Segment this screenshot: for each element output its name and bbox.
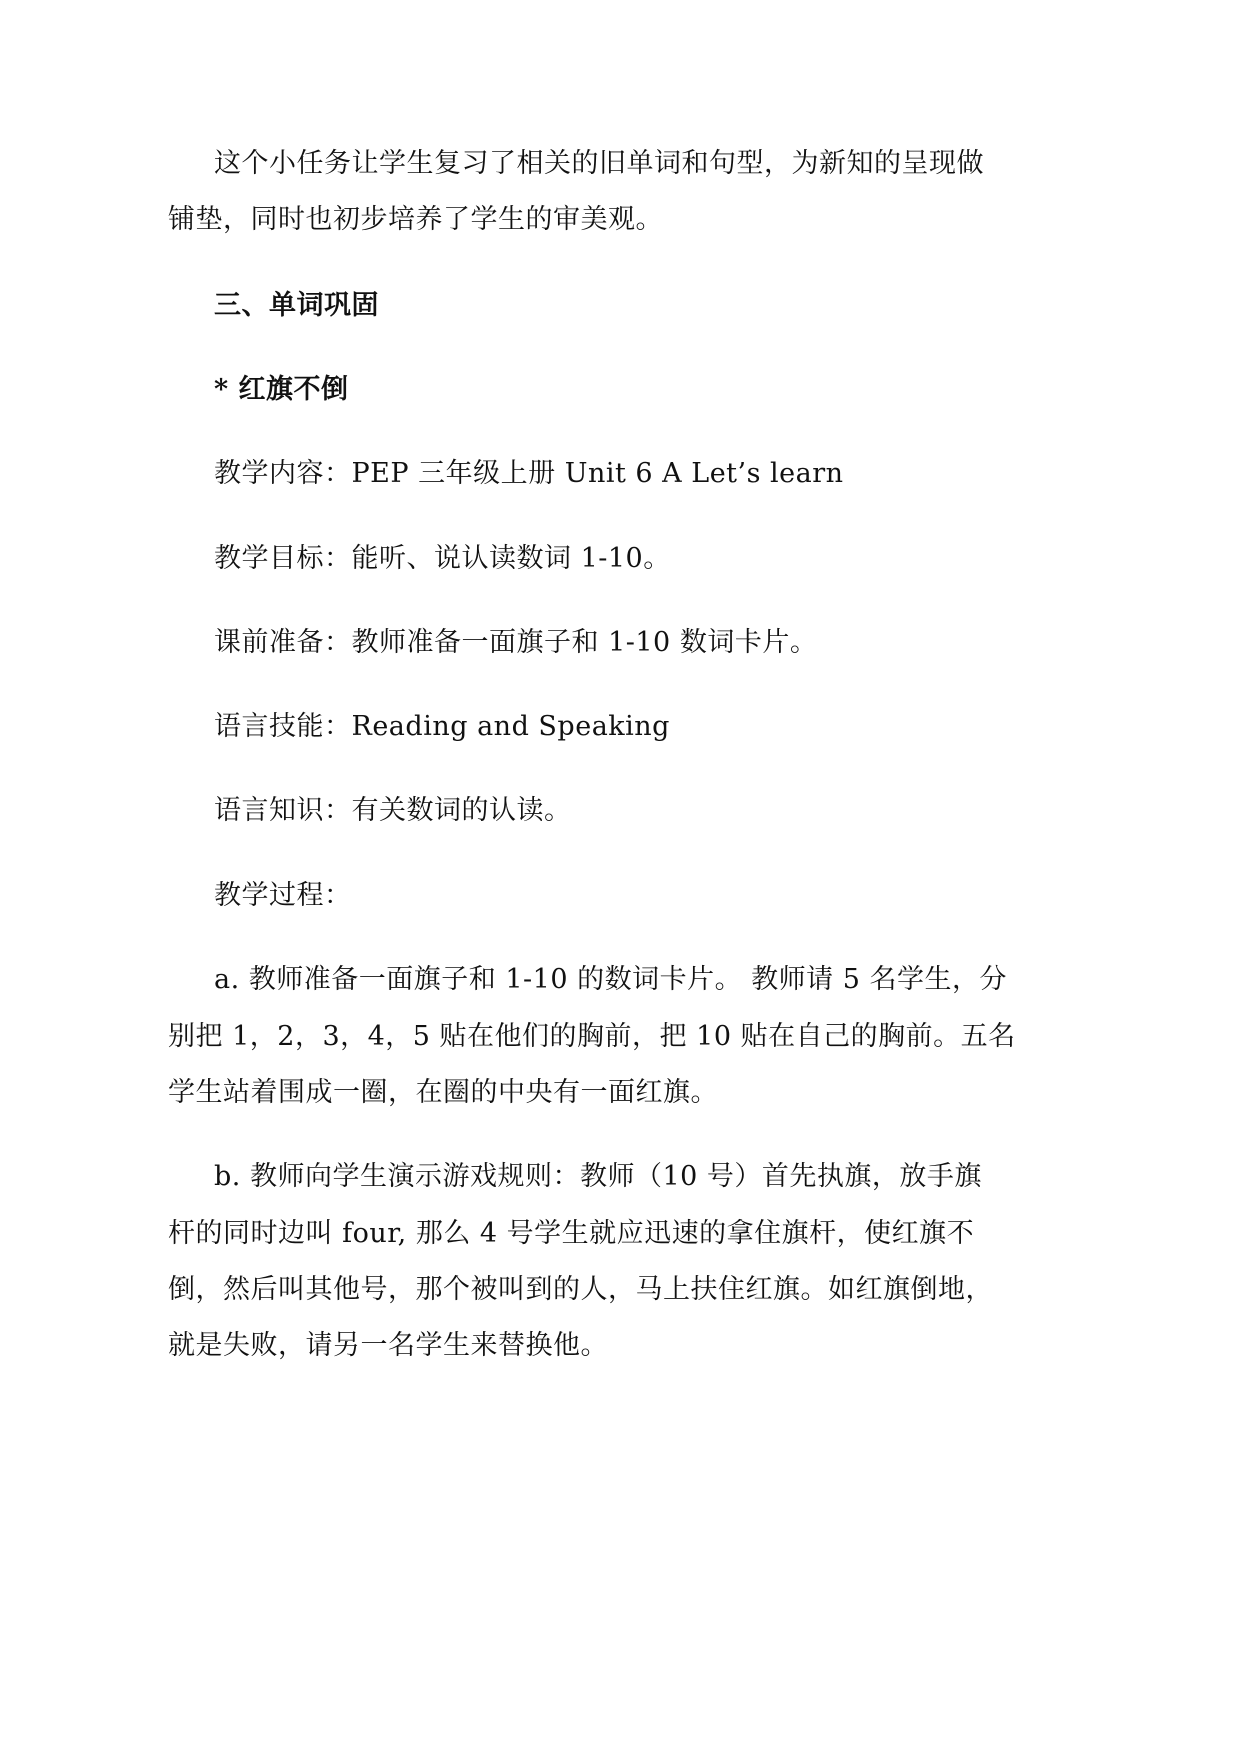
step-b-line-4: 就是失败，请另一名学生来替换他。 <box>168 1330 608 1361</box>
process-label: 教学过程： <box>214 880 352 911</box>
language-skills: 语言技能：Reading and Speaking <box>214 711 670 742</box>
step-b-line-3: 倒，然后叫其他号，那个被叫到的人，马上扶住红旗。如红旗倒地， <box>168 1274 993 1305</box>
step-a-line-1: a. 教师准备一面旗子和 1-10 的数词卡片。 教师请 5 名学生，分 <box>214 964 1008 995</box>
section-heading: 三、单词巩固 <box>214 290 379 321</box>
intro-paragraph-line-1: 这个小任务让学生复习了相关的旧单词和句型，为新知的呈现做 <box>214 148 984 179</box>
step-a-line-3: 学生站着围成一圈，在圈的中央有一面红旗。 <box>168 1077 718 1108</box>
teaching-content: 教学内容：PEP 三年级上册 Unit 6 A Let’s learn <box>214 458 844 489</box>
step-b-line-1: b. 教师向学生演示游戏规则：教师（10 号）首先执旗，放手旗 <box>214 1161 982 1192</box>
language-knowledge: 语言知识：有关数词的认读。 <box>214 795 572 826</box>
intro-paragraph-line-2: 铺垫，同时也初步培养了学生的审美观。 <box>168 204 663 235</box>
activity-title: * 红旗不倒 <box>214 374 349 405</box>
step-b-line-2: 杆的同时边叫 four, 那么 4 号学生就应迅速的拿住旗杆，使红旗不 <box>168 1218 975 1249</box>
preparation: 课前准备：教师准备一面旗子和 1-10 数词卡片。 <box>214 627 818 658</box>
teaching-goal: 教学目标：能听、说认读数词 1-10。 <box>214 543 671 574</box>
step-a-line-2: 别把 1，2，3，4，5 贴在他们的胸前，把 10 贴在自己的胸前。五名 <box>168 1021 1016 1052</box>
